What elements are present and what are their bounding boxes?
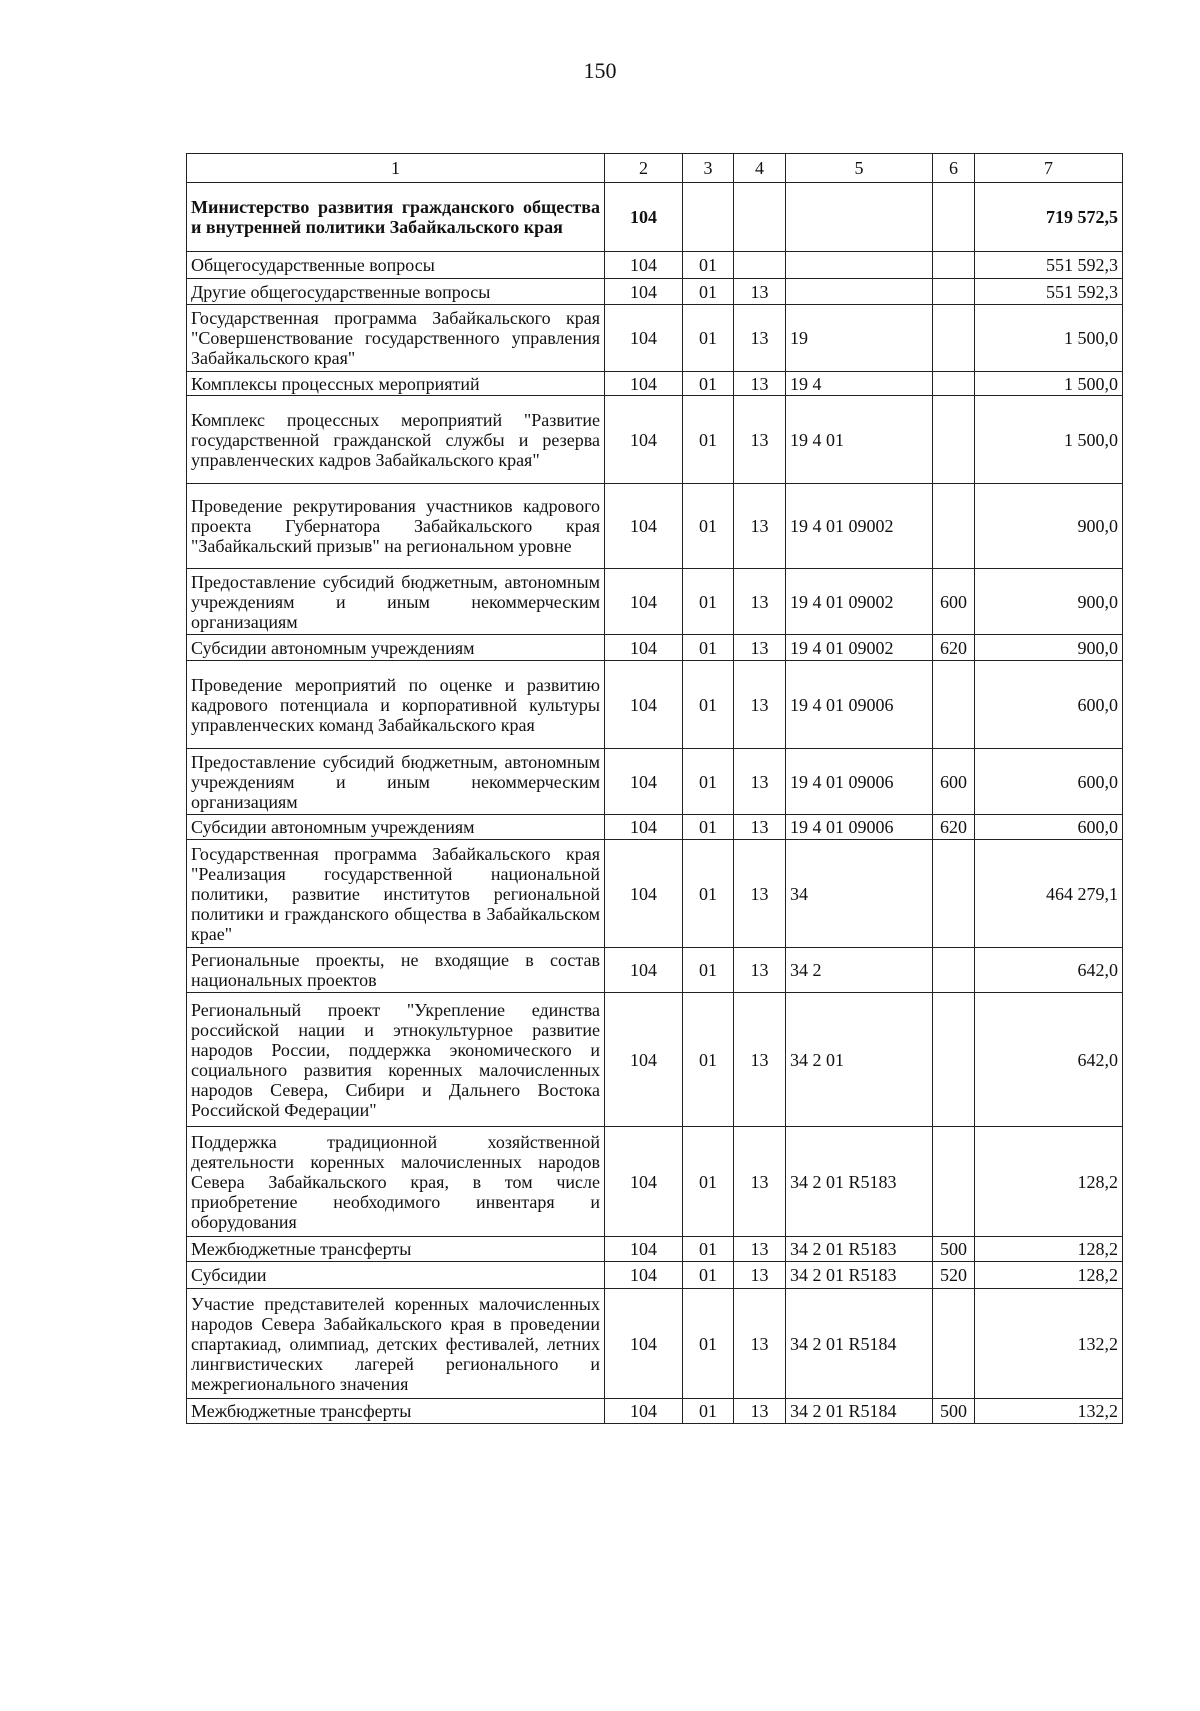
table-row — [187, 396, 1123, 484]
header-cell-5: 5 — [786, 154, 933, 183]
row-col4-cell: 13 — [734, 1262, 786, 1289]
row-amount-cell: 128,2 — [975, 1127, 1123, 1237]
row-col3-cell: 01 — [683, 948, 734, 993]
row-col3-cell: 01 — [683, 635, 734, 661]
row-code-cell — [786, 279, 933, 305]
row-code-cell: 34 2 01 R5183 — [786, 1262, 933, 1289]
row-code-cell: 19 4 — [786, 372, 933, 396]
row-code-cell: 19 4 01 09002 — [786, 635, 933, 661]
table-row — [187, 815, 1123, 840]
row-code-cell: 34 2 01 — [786, 993, 933, 1127]
row-col2-cell: 104 — [605, 1127, 683, 1237]
row-col4-cell: 13 — [734, 948, 786, 993]
table-row — [187, 1237, 1123, 1262]
row-col6-cell: 620 — [933, 635, 975, 661]
row-col4-cell: 13 — [734, 1237, 786, 1262]
row-amount-cell: 132,2 — [975, 1289, 1123, 1399]
row-col6-cell — [933, 1127, 975, 1237]
row-col4-cell: 13 — [734, 1289, 786, 1399]
row-col4-cell — [734, 183, 786, 252]
table-row — [187, 1127, 1123, 1237]
row-name-cell: Другие общегосударственные вопросы — [187, 279, 605, 305]
header-cell-1: 1 — [187, 154, 605, 183]
row-col4-cell: 13 — [734, 993, 786, 1127]
table-row — [187, 661, 1123, 749]
table-row — [187, 569, 1123, 635]
row-col2-cell: 104 — [605, 1289, 683, 1399]
table-row — [187, 749, 1123, 815]
row-amount-cell: 719 572,5 — [975, 183, 1123, 252]
row-name-cell: Предоставление субсидий бюджетным, автономным учреждениям и иным некоммерческим организациям — [187, 749, 605, 815]
table-row — [187, 305, 1123, 372]
row-col4-cell: 13 — [734, 635, 786, 661]
row-amount-cell: 551 592,3 — [975, 279, 1123, 305]
row-col2-cell: 104 — [605, 569, 683, 635]
table-row — [187, 372, 1123, 396]
row-code-cell: 19 4 01 09002 — [786, 569, 933, 635]
row-col4-cell: 13 — [734, 372, 786, 396]
row-amount-cell: 1 500,0 — [975, 396, 1123, 484]
row-name-cell: Общегосударственные вопросы — [187, 252, 605, 279]
row-code-cell: 19 4 01 — [786, 396, 933, 484]
row-col3-cell: 01 — [683, 840, 734, 948]
row-col2-cell: 104 — [605, 840, 683, 948]
row-col3-cell: 01 — [683, 396, 734, 484]
row-col3-cell: 01 — [683, 1262, 734, 1289]
row-amount-cell: 128,2 — [975, 1237, 1123, 1262]
page-number: 150 — [583, 58, 617, 83]
table-row — [187, 1399, 1123, 1424]
row-col3-cell — [683, 183, 734, 252]
row-code-cell: 34 2 01 R5184 — [786, 1289, 933, 1399]
row-col3-cell: 01 — [683, 993, 734, 1127]
row-col6-cell — [933, 840, 975, 948]
table-row — [187, 840, 1123, 948]
row-col6-cell: 620 — [933, 815, 975, 840]
row-col6-cell — [933, 993, 975, 1127]
row-col6-cell — [933, 305, 975, 372]
row-col3-cell: 01 — [683, 569, 734, 635]
row-name-cell: Государственная программа Забайкальского края "Совершенствование государственного управления Забайкальского края" — [187, 305, 605, 372]
row-col2-cell: 104 — [605, 993, 683, 1127]
row-col3-cell: 01 — [683, 305, 734, 372]
row-name-cell: Государственная программа Забайкальского края "Реализация государственной национальной политики, развитие институтов региональной политики и гражданского общества в Забайкальском крае" — [187, 840, 605, 948]
row-amount-cell: 600,0 — [975, 661, 1123, 749]
table-row — [187, 948, 1123, 993]
row-code-cell: 34 2 01 R5183 — [786, 1127, 933, 1237]
row-col4-cell: 13 — [734, 396, 786, 484]
row-col3-cell: 01 — [683, 661, 734, 749]
row-amount-cell: 132,2 — [975, 1399, 1123, 1424]
header-cell-2: 2 — [605, 154, 683, 183]
row-col2-cell: 104 — [605, 305, 683, 372]
row-col3-cell: 01 — [683, 1289, 734, 1399]
row-col6-cell — [933, 396, 975, 484]
row-col2-cell: 104 — [605, 1262, 683, 1289]
row-code-cell: 19 4 01 09006 — [786, 661, 933, 749]
table-row — [187, 484, 1123, 569]
table-row — [187, 993, 1123, 1127]
row-col4-cell: 13 — [734, 749, 786, 815]
row-col4-cell: 13 — [734, 661, 786, 749]
row-code-cell: 34 2 01 R5184 — [786, 1399, 933, 1424]
row-col6-cell: 600 — [933, 749, 975, 815]
row-col2-cell: 104 — [605, 948, 683, 993]
row-col3-cell: 01 — [683, 815, 734, 840]
row-col6-cell — [933, 279, 975, 305]
row-col3-cell: 01 — [683, 484, 734, 569]
row-col6-cell — [933, 183, 975, 252]
row-col2-cell: 104 — [605, 484, 683, 569]
row-amount-cell: 642,0 — [975, 948, 1123, 993]
row-col6-cell — [933, 484, 975, 569]
row-col6-cell: 500 — [933, 1237, 975, 1262]
row-col3-cell: 01 — [683, 252, 734, 279]
row-col6-cell: 600 — [933, 569, 975, 635]
row-name-cell: Проведение мероприятий по оценке и развитию кадрового потенциала и корпоративной культуры управленческих команд Забайкальского края — [187, 661, 605, 749]
row-col4-cell — [734, 252, 786, 279]
table-row — [187, 183, 1123, 252]
row-amount-cell: 900,0 — [975, 484, 1123, 569]
row-amount-cell: 600,0 — [975, 815, 1123, 840]
row-name-cell: Участие представителей коренных малочисленных народов Севера Забайкальского края в проведении спартакиад, олимпиад, детских фестивалей, летних лингвистических лагерей регионального и межрегионального значения — [187, 1289, 605, 1399]
row-col2-cell: 104 — [605, 749, 683, 815]
row-col6-cell — [933, 1289, 975, 1399]
row-col4-cell: 13 — [734, 815, 786, 840]
row-name-cell: Региональный проект "Укрепление единства российской нации и этнокультурное развитие народов России, поддержка экономического и социального развития коренных малочисленных народов Севера, Сибири и Дальнего Востока Российской Федерации" — [187, 993, 605, 1127]
table-row — [187, 1289, 1123, 1399]
row-amount-cell: 900,0 — [975, 569, 1123, 635]
row-col2-cell: 104 — [605, 815, 683, 840]
row-col3-cell: 01 — [683, 749, 734, 815]
header-cell-3: 3 — [683, 154, 734, 183]
table-row — [187, 279, 1123, 305]
row-col2-cell: 104 — [605, 1399, 683, 1424]
header-cell-7: 7 — [975, 154, 1123, 183]
row-col2-cell: 104 — [605, 372, 683, 396]
row-name-cell: Субсидии автономным учреждениям — [187, 635, 605, 661]
row-col2-cell: 104 — [605, 396, 683, 484]
row-col2-cell: 104 — [605, 279, 683, 305]
row-col4-cell: 13 — [734, 569, 786, 635]
row-col2-cell: 104 — [605, 252, 683, 279]
row-code-cell: 19 4 01 09002 — [786, 484, 933, 569]
table-body — [187, 154, 1123, 1424]
row-col2-cell: 104 — [605, 1237, 683, 1262]
row-col6-cell: 520 — [933, 1262, 975, 1289]
row-code-cell: 19 4 01 09006 — [786, 815, 933, 840]
row-amount-cell: 1 500,0 — [975, 372, 1123, 396]
row-name-cell: Министерство развития гражданского общества и внутренней политики Забайкальского края — [187, 183, 605, 252]
row-col3-cell: 01 — [683, 1237, 734, 1262]
row-col6-cell — [933, 372, 975, 396]
row-code-cell — [786, 252, 933, 279]
row-name-cell: Проведение рекрутирования участников кадрового проекта Губернатора Забайкальского края "Забайкальский призыв" на региональном уровне — [187, 484, 605, 569]
header-row — [187, 154, 1123, 183]
table-row — [187, 635, 1123, 661]
row-code-cell: 19 4 01 09006 — [786, 749, 933, 815]
row-col2-cell: 104 — [605, 661, 683, 749]
row-col6-cell — [933, 661, 975, 749]
row-col4-cell: 13 — [734, 1127, 786, 1237]
row-amount-cell: 1 500,0 — [975, 305, 1123, 372]
row-code-cell — [786, 183, 933, 252]
row-col3-cell: 01 — [683, 1399, 734, 1424]
row-name-cell: Комплексы процессных мероприятий — [187, 372, 605, 396]
row-col2-cell: 104 — [605, 183, 683, 252]
budget-table — [186, 153, 1123, 1424]
row-amount-cell: 464 279,1 — [975, 840, 1123, 948]
row-amount-cell: 642,0 — [975, 993, 1123, 1127]
row-col3-cell: 01 — [683, 1127, 734, 1237]
row-name-cell: Поддержка традиционной хозяйственной деятельности коренных малочисленных народов Севера Забайкальского края, в том числе приобретение необходимого инвентаря и оборудования — [187, 1127, 605, 1237]
row-name-cell: Межбюджетные трансферты — [187, 1237, 605, 1262]
row-col4-cell: 13 — [734, 1399, 786, 1424]
row-code-cell: 34 — [786, 840, 933, 948]
row-amount-cell: 600,0 — [975, 749, 1123, 815]
row-col4-cell: 13 — [734, 484, 786, 569]
row-name-cell: Субсидии автономным учреждениям — [187, 815, 605, 840]
row-name-cell: Предоставление субсидий бюджетным, автономным учреждениям и иным некоммерческим организациям — [187, 569, 605, 635]
row-name-cell: Комплекс процессных мероприятий "Развитие государственной гражданской службы и резерва управленческих кадров Забайкальского края" — [187, 396, 605, 484]
row-col3-cell: 01 — [683, 279, 734, 305]
row-code-cell: 19 — [786, 305, 933, 372]
row-name-cell: Межбюджетные трансферты — [187, 1399, 605, 1424]
row-name-cell: Региональные проекты, не входящие в состав национальных проектов — [187, 948, 605, 993]
row-code-cell: 34 2 01 R5183 — [786, 1237, 933, 1262]
row-col4-cell: 13 — [734, 305, 786, 372]
row-name-cell: Субсидии — [187, 1262, 605, 1289]
row-col6-cell — [933, 252, 975, 279]
row-code-cell: 34 2 — [786, 948, 933, 993]
table-row — [187, 1262, 1123, 1289]
header-cell-4: 4 — [734, 154, 786, 183]
row-amount-cell: 551 592,3 — [975, 252, 1123, 279]
table-row — [187, 252, 1123, 279]
row-col4-cell: 13 — [734, 840, 786, 948]
row-amount-cell: 900,0 — [975, 635, 1123, 661]
row-col3-cell: 01 — [683, 372, 734, 396]
row-col2-cell: 104 — [605, 635, 683, 661]
row-col4-cell: 13 — [734, 279, 786, 305]
row-col6-cell: 500 — [933, 1399, 975, 1424]
row-col6-cell — [933, 948, 975, 993]
header-cell-6: 6 — [933, 154, 975, 183]
row-amount-cell: 128,2 — [975, 1262, 1123, 1289]
